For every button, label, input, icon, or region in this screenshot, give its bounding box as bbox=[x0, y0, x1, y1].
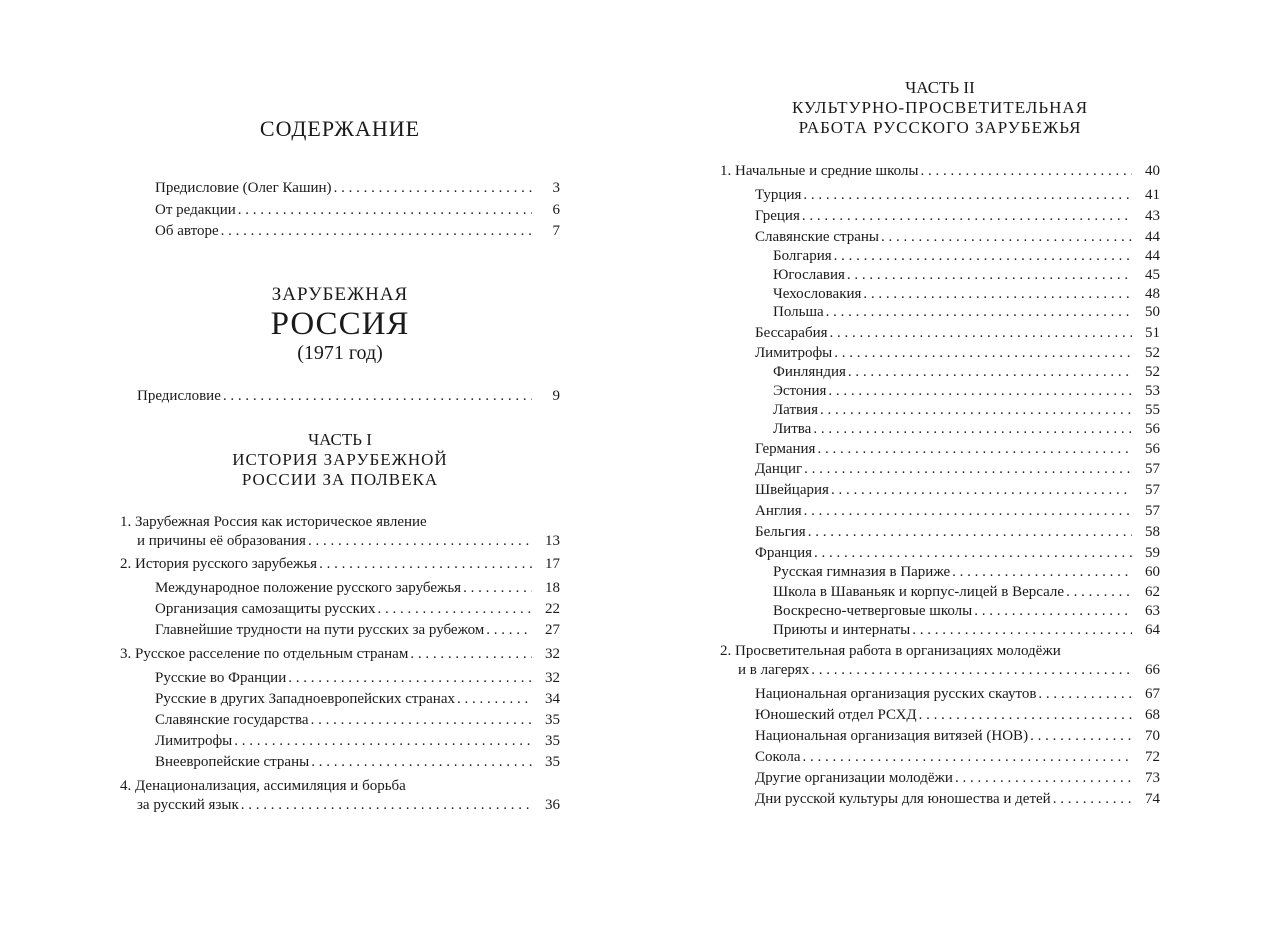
part2-heading-line1: ЧАСТЬ II bbox=[905, 78, 975, 97]
toc-entry[interactable]: Славянские страны . . . 44 bbox=[755, 228, 1160, 247]
toc-chapter-line: 4. Денационализация, ассимиляция и борьба bbox=[120, 778, 406, 794]
toc-entry[interactable]: Лимитрофы . . . 35 bbox=[155, 732, 560, 751]
toc-entry[interactable]: Греция . . . 43 bbox=[755, 207, 1160, 226]
book-title-year: (1971 год) bbox=[297, 342, 383, 364]
toc-entry[interactable]: Предисловие (Олег Кашин) . . . 3 bbox=[155, 179, 560, 198]
part1-heading-line3: РОССИИ ЗА ПОЛВЕКА bbox=[241, 470, 439, 489]
toc-entry[interactable]: Югославия . . . 45 bbox=[773, 266, 1160, 285]
part1-heading-line1: ЧАСТЬ I bbox=[308, 430, 372, 449]
toc-entry[interactable]: Латвия . . . 55 bbox=[773, 401, 1160, 420]
toc-chapter-line: 2. Просветительная работа в организациях молодёжи bbox=[720, 643, 1061, 659]
toc-entry[interactable]: Национальная организация витязей (НОВ) . . . 70 bbox=[755, 727, 1160, 746]
toc-entry[interactable]: Об авторе . . . 7 bbox=[155, 222, 560, 241]
part2-heading-line3: РАБОТА РУССКОГО ЗАРУБЕЖЬЯ bbox=[798, 118, 1082, 137]
toc-entry[interactable]: Внеевропейские страны . . . 35 bbox=[155, 753, 560, 772]
book-title-line2: РОССИЯ bbox=[270, 306, 410, 342]
toc-entry[interactable]: Литва . . . 56 bbox=[773, 420, 1160, 439]
toc-entry[interactable]: Бессарабия . . . 51 bbox=[755, 324, 1160, 343]
toc-entry[interactable]: Польша . . . 50 bbox=[773, 303, 1160, 322]
toc-entry[interactable]: за русский язык . . . 36 bbox=[137, 796, 560, 815]
toc-entry[interactable]: Приюты и интернаты . . . 64 bbox=[773, 621, 1160, 640]
toc-entry[interactable]: Русские во Франции . . . 32 bbox=[155, 669, 560, 688]
toc-entry[interactable]: Юношеский отдел РСХД . . . 68 bbox=[755, 706, 1160, 725]
toc-chapter[interactable]: 2. История русского зарубежья . . . 17 bbox=[120, 555, 560, 574]
toc-chapter-line: 1. Зарубежная Россия как историческое явление bbox=[120, 514, 427, 530]
toc-entry[interactable]: Русские в других Западноевропейских странах . . . 34 bbox=[155, 690, 560, 709]
contents-title: СОДЕРЖАНИЕ bbox=[259, 116, 421, 141]
toc-entry[interactable]: Главнейшие трудности на пути русских за рубежом . . . 27 bbox=[155, 621, 560, 640]
toc-entry[interactable]: Лимитрофы . . . 52 bbox=[755, 344, 1160, 363]
toc-entry[interactable]: Русская гимназия в Париже . . . 60 bbox=[773, 563, 1160, 582]
book-title-line1: ЗАРУБЕЖНАЯ bbox=[271, 284, 409, 305]
toc-entry[interactable]: Франция . . . 59 bbox=[755, 544, 1160, 563]
toc-entry[interactable]: Воскресно-четверговые школы . . . 63 bbox=[773, 602, 1160, 621]
toc-entry[interactable]: Эстония . . . 53 bbox=[773, 382, 1160, 401]
toc-entry[interactable]: Школа в Шаваньяк и корпус-лицей в Версале . . . 62 bbox=[773, 583, 1160, 602]
toc-entry[interactable]: Финляндия . . . 52 bbox=[773, 363, 1160, 382]
toc-entry[interactable]: Международное положение русского зарубежья . . . 18 bbox=[155, 579, 560, 598]
toc-entry[interactable]: Другие организации молодёжи . . . 73 bbox=[755, 769, 1160, 788]
part1-heading-line2: ИСТОРИЯ ЗАРУБЕЖНОЙ bbox=[232, 450, 448, 469]
part2-heading-line2: КУЛЬТУРНО-ПРОСВЕТИТЕЛЬНАЯ bbox=[791, 98, 1089, 117]
toc-entry[interactable]: Германия . . . 56 bbox=[755, 440, 1160, 459]
toc-entry[interactable]: Бельгия . . . 58 bbox=[755, 523, 1160, 542]
toc-entry[interactable]: Англия . . . 57 bbox=[755, 502, 1160, 521]
toc-entry[interactable]: Организация самозащиты русских . . . 22 bbox=[155, 600, 560, 619]
toc-entry[interactable]: Сокола . . . 72 bbox=[755, 748, 1160, 767]
toc-entry[interactable]: Данциг . . . 57 bbox=[755, 460, 1160, 479]
toc-entry[interactable]: и в лагерях . . . 66 bbox=[738, 661, 1160, 680]
toc-entry-preface[interactable]: Предисловие . . . 9 bbox=[137, 387, 560, 406]
toc-chapter[interactable]: 3. Русское расселение по отдельным странам . . . 32 bbox=[120, 645, 560, 664]
toc-entry[interactable]: и причины её образования . . . 13 bbox=[137, 532, 560, 551]
toc-entry[interactable]: Славянские государства . . . 35 bbox=[155, 711, 560, 730]
toc-entry[interactable]: Национальная организация русских скаутов . . . 67 bbox=[755, 685, 1160, 704]
toc-entry[interactable]: Дни русской культуры для юношества и детей . . . 74 bbox=[755, 790, 1160, 809]
toc-entry[interactable]: Швейцария . . . 57 bbox=[755, 481, 1160, 500]
toc-entry[interactable]: От редакции . . . 6 bbox=[155, 201, 560, 220]
toc-entry[interactable]: Болгария . . . 44 bbox=[773, 247, 1160, 266]
toc-entry[interactable]: Турция . . . 41 bbox=[755, 186, 1160, 205]
toc-entry[interactable]: Чехословакия . . . 48 bbox=[773, 285, 1160, 304]
toc-chapter[interactable]: 1. Начальные и средние школы . . . 40 bbox=[720, 162, 1160, 181]
